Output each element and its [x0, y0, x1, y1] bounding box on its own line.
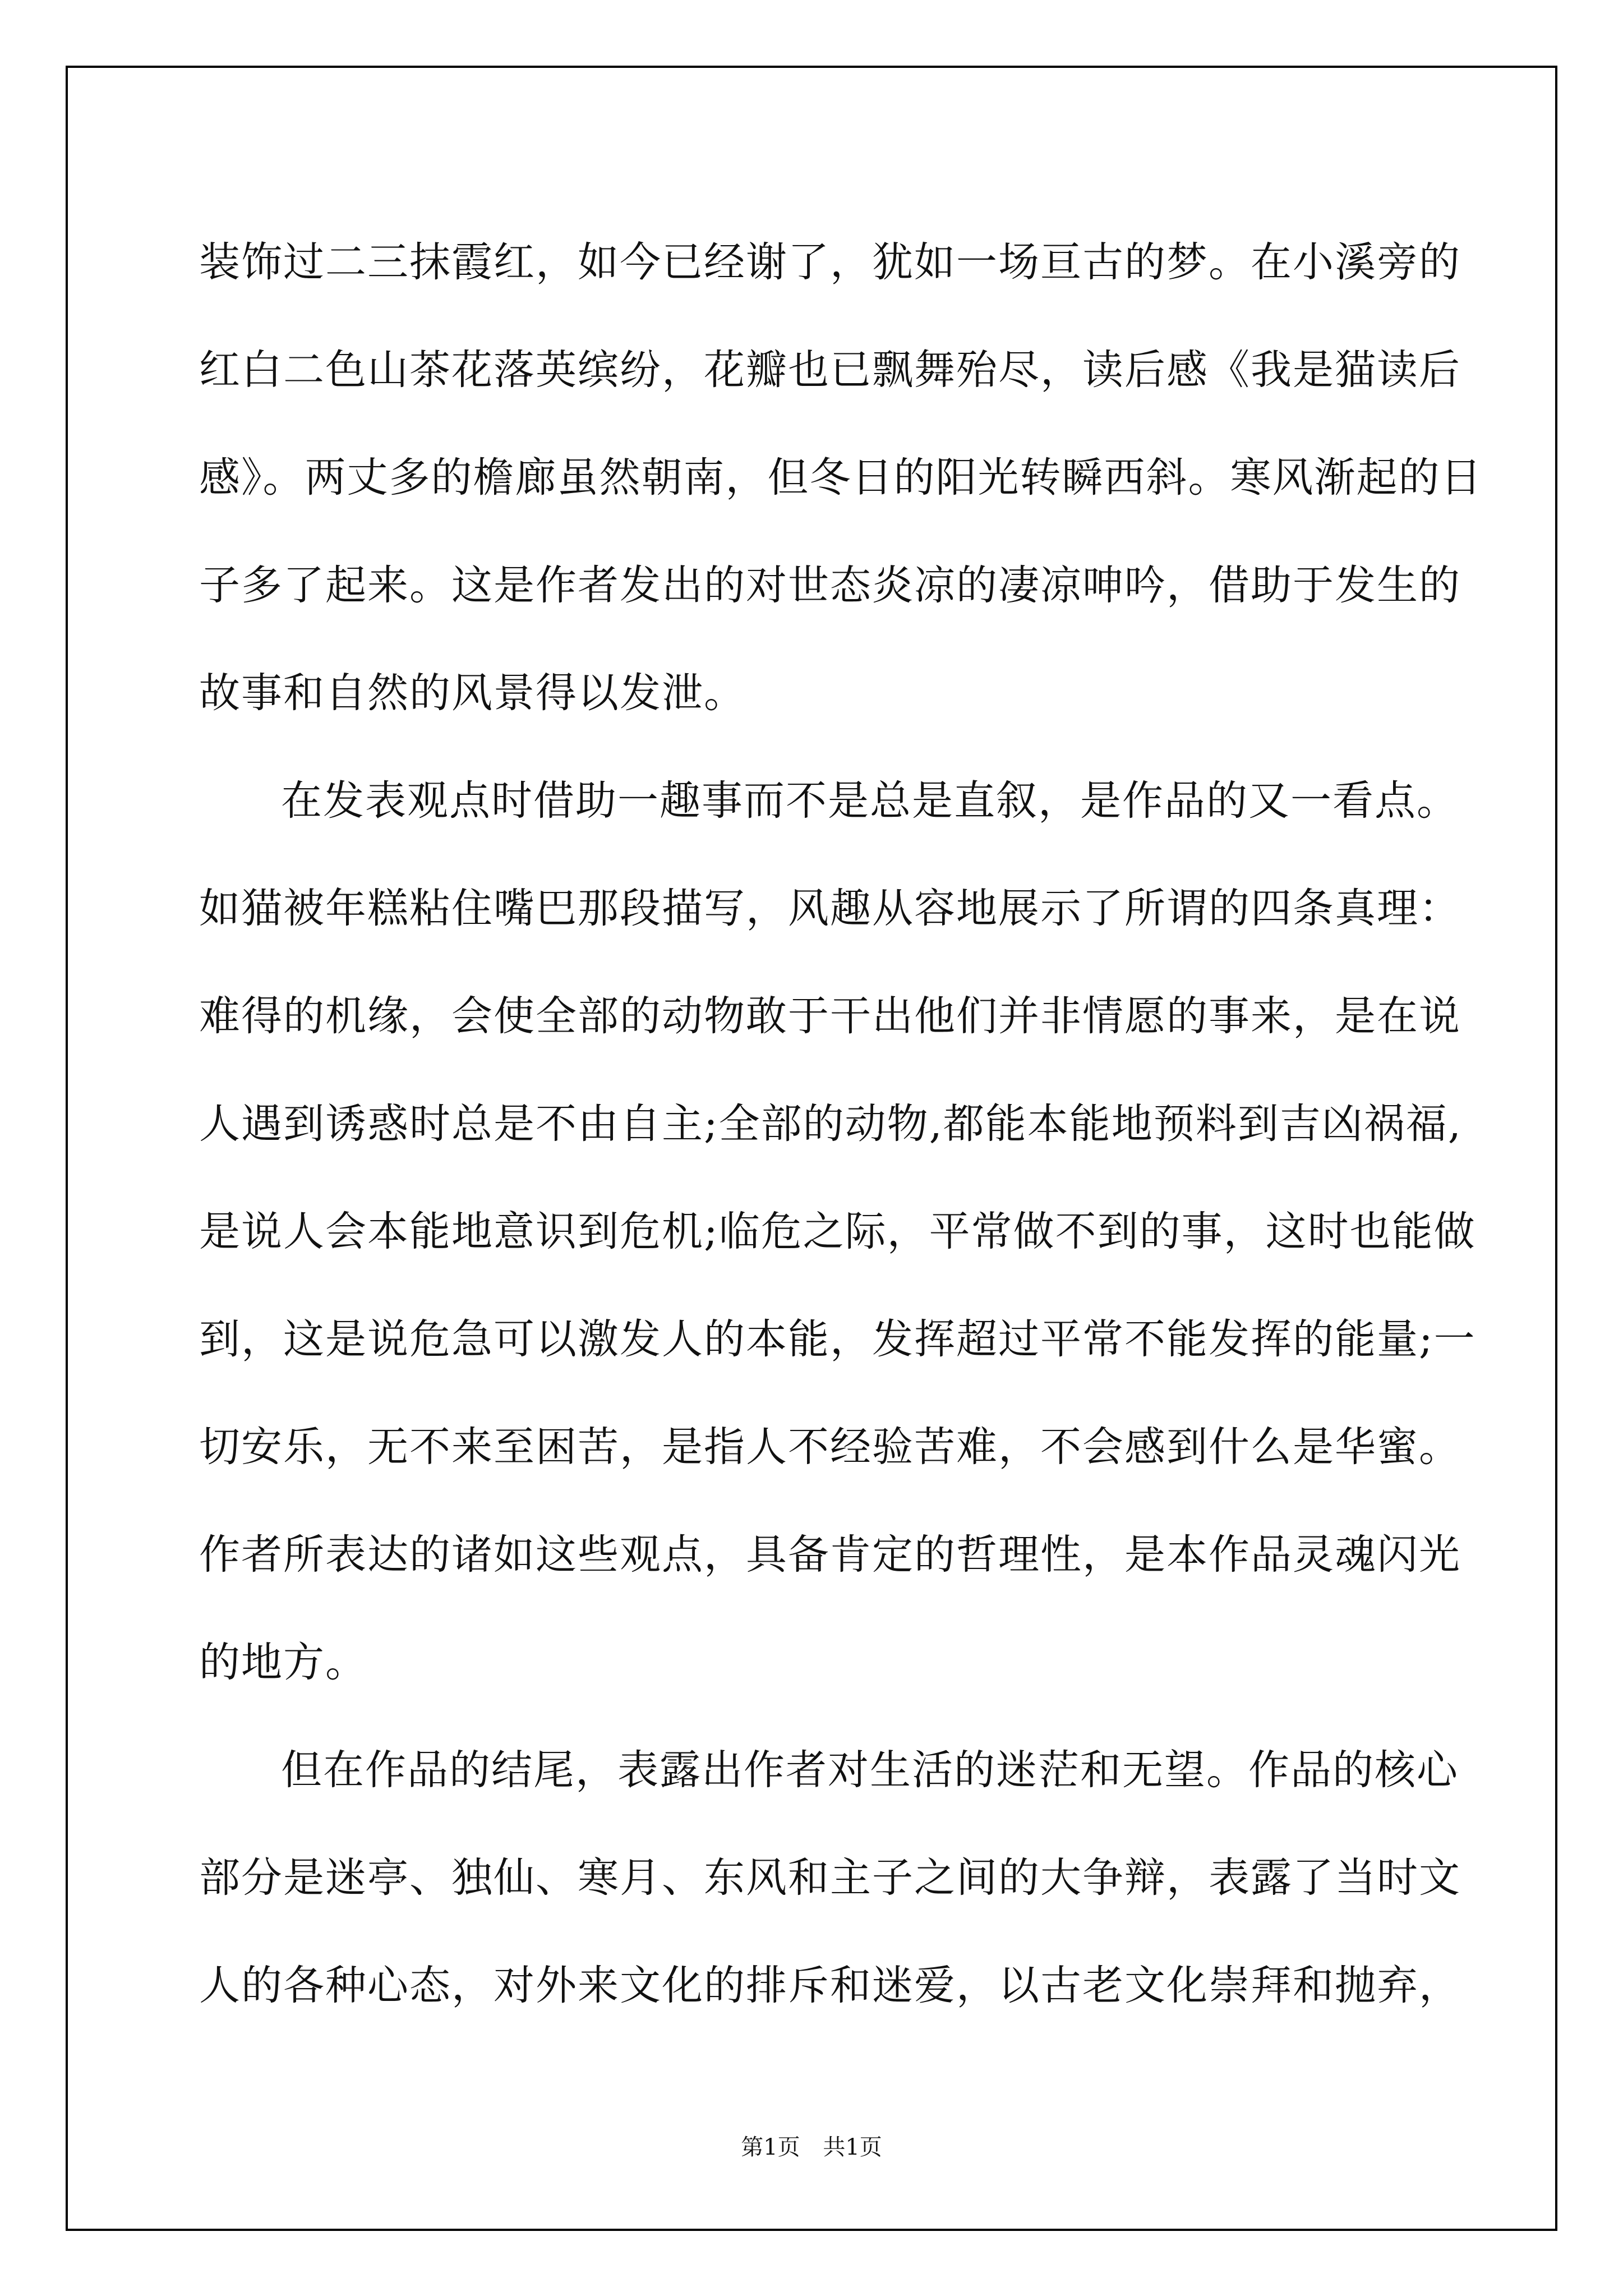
- text-line: 是说人会本能地意识到危机;临危之际，平常做不到的事，这时也能做: [199, 1208, 1476, 1255]
- text-line: 在发表观点时借助一趣事而不是总是直叙，是作品的又一看点。: [281, 777, 1459, 825]
- text-line: 难得的机缘，会使全部的动物敢于干出他们并非情愿的事来，是在说: [199, 992, 1461, 1040]
- text-line: 子多了起来。这是作者发出的对世态炎凉的凄凉呻吟，借助于发生的: [199, 562, 1461, 609]
- text-line: 人的各种心态，对外来文化的排斥和迷爱，以古老文化崇拜和抛弃，: [199, 1962, 1461, 2009]
- text-line: 作者所表达的诸如这些观点，具备肯定的哲理性，是本作品灵魂闪光: [199, 1531, 1461, 1579]
- text-line: 但在作品的结尾，表露出作者对生活的迷茫和无望。作品的核心: [281, 1746, 1459, 1794]
- text-line: 部分是迷亭、独仙、寒月、东风和主子之间的大争辩，表露了当时文: [199, 1854, 1461, 1902]
- text-line: 装饰过二三抹霞红，如今已经谢了，犹如一场亘古的梦。在小溪旁的: [199, 238, 1461, 286]
- text-line: 切安乐，无不来至困苦，是指人不经验苦难，不会感到什么是华蜜。: [199, 1423, 1461, 1471]
- text-line: 红白二色山茶花落英缤纷，花瓣也已飘舞殆尽，读后感《我是猫读后: [199, 346, 1461, 394]
- page-number-current: 第1页: [741, 2134, 800, 2160]
- document-body: [199, 209, 1483, 2040]
- page-number-total: 共1页: [823, 2134, 882, 2160]
- text-line: 如猫被年糕粘住嘴巴那段描写，风趣从容地展示了所谓的四条真理：: [199, 885, 1461, 932]
- page-footer: [0, 2131, 1623, 2164]
- text-line: 到，这是说危急可以激发人的本能，发挥超过平常不能发挥的能量;一: [199, 1315, 1476, 1363]
- text-line: 人遇到诱惑时总是不由自主;全部的动物,都能本能地预料到吉凶祸福,: [199, 1100, 1463, 1148]
- text-line: 感》。两丈多的檐廊虽然朝南，但冬日的阳光转瞬西斜。寒风渐起的日: [199, 454, 1483, 501]
- text-line: 故事和自然的风景得以发泄。: [199, 669, 746, 717]
- text-line: 的地方。: [199, 1639, 367, 1686]
